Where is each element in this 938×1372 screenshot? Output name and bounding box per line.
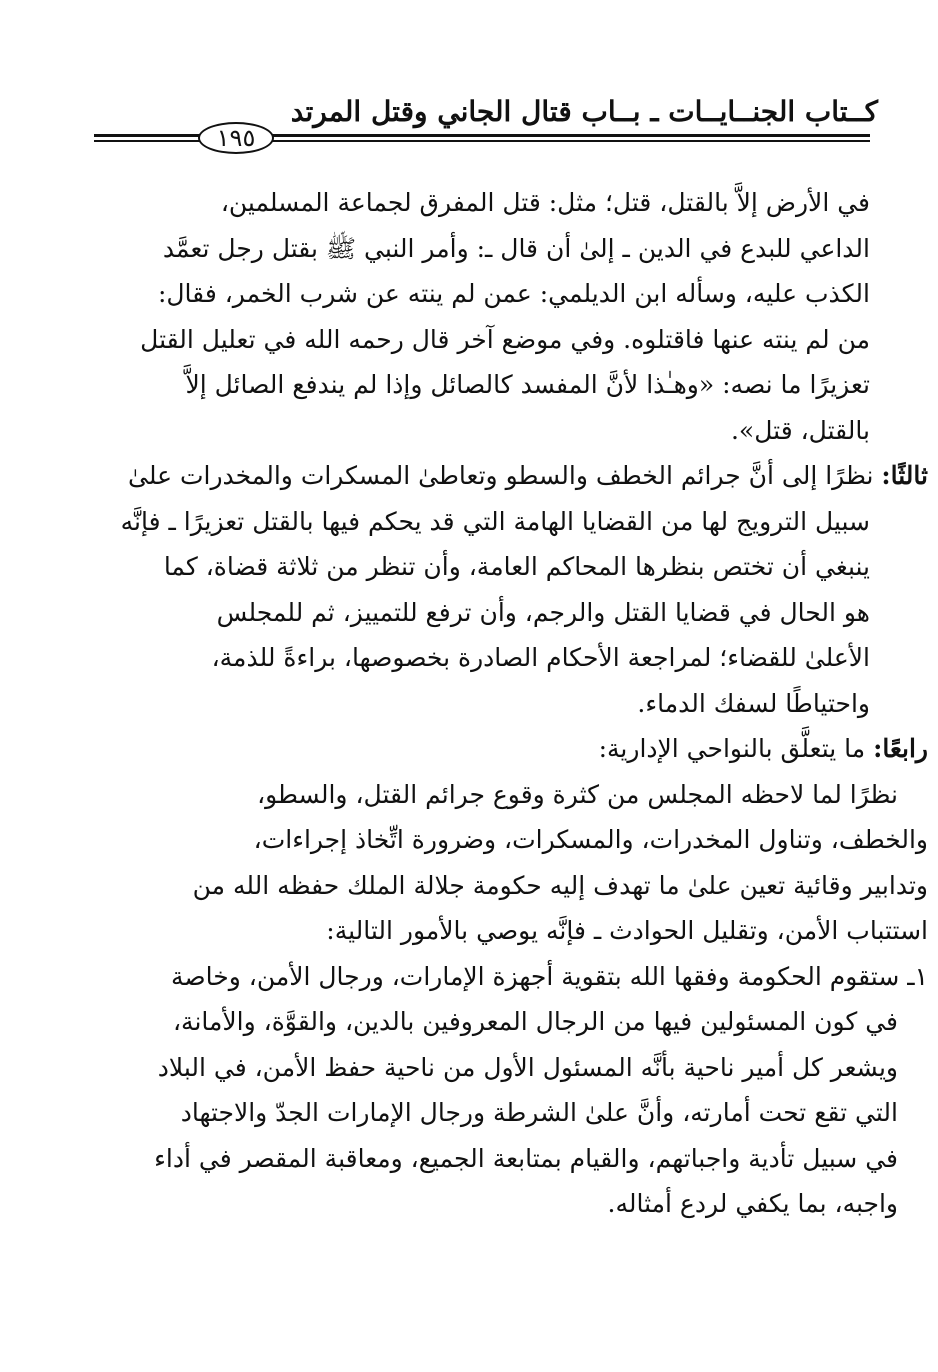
text-line: التي تقع تحت أمارته، وأنَّ علىٰ الشرطة ورجال الإمارات الجدّ والاجتهاد (180, 1098, 898, 1127)
text-line: الكذب عليه، وسأله ابن الديلمي: عمن لم ينته عن شرب الخمر، فقال: (157, 279, 870, 308)
header-rule-right (272, 134, 870, 142)
text-line: والخطف، وتناول المخدرات، والمسكرات، وضرورة اتِّخاذ إجراءات، (253, 825, 928, 854)
page-number: ١٩٥ (198, 122, 274, 154)
header-rule-left (94, 134, 200, 142)
text-line: من لم ينته عنها فاقتلوه. وفي موضع آخر قال رحمه الله في تعليل القتل (140, 324, 870, 354)
text-line: تعزيرًا ما نصه: «وهـٰذا لأنَّ المفسد كالصائل وإذا لم يندفع الصائل إلاَّ (185, 370, 870, 399)
text-line: واجبه، بما يكفي لردع أمثاله. (607, 1189, 898, 1218)
text-line: في كون المسئولين فيها من الرجال المعروفين بالدين، والقوَّة، والأمانة، (172, 1007, 898, 1036)
text-line: في سبيل تأدية واجباتهم، والقيام بمتابعة الجميع، ومعاقبة المقصر في أداء (154, 1143, 898, 1173)
page-body (58, 180, 928, 1227)
text-line: ويشعر كل أمير ناحية بأنَّه المسئول الأول من ناحية حفظ الأمن، في البلاد (157, 1052, 898, 1082)
text-line: بالقتل، قتل». (730, 415, 870, 445)
running-header-title: كــتاب الجنــايــات ـ بــاب قتال الجاني وقتل المرتد (290, 95, 878, 128)
text-line: واحتياطًا لسفك الدماء. (637, 688, 870, 718)
numbered-item-line: ١ـ ستقوم الحكومة وفقها الله بتقوية أجهزة الإمارات، ورجال الأمن، وخاصة (171, 961, 928, 991)
text-line: سبيل الترويج لها من القضايا الهامة التي قد يحكم فيها بالقتل تعزيرًا ـ فإنَّه (120, 506, 870, 536)
section-heading-line: ثالثًا: نظرًا إلى أنَّ جرائم الخطف والسطو وتعاطىٰ المسكرات والمخدرات علىٰ (128, 461, 928, 490)
text-line: ينبغي أن تختص بنظرها المحاكم العامة، وأن تنظر من ثلاثة قضاة، كما (163, 552, 870, 581)
text-line: الأعلىٰ للقضاء؛ لمراجعة الأحكام الصادرة بخصوصها، براءةً للذمة، (211, 643, 870, 672)
text-line: الداعي للبدع في الدين ـ إلىٰ أن قال ـ: وأمر النبي ﷺ بقتل رجل تعمَّد (162, 233, 870, 263)
text-line: هو الحال في قضايا القتل والرجم، وأن ترفع للتمييز، ثم للمجلس (216, 597, 870, 627)
section-label: رابعًا: (873, 734, 928, 763)
text-line: استتباب الأمن، وتقليل الحوادث ـ فإنَّه يوصي بالأمور التالية: (326, 916, 928, 945)
text-line: نظرًا لما لاحظه المجلس من كثرة وقوع جرائم القتل، والسطو، (257, 779, 898, 809)
section-heading-line: رابعًا: ما يتعلَّق بالنواحي الإدارية: (598, 734, 928, 763)
text-line: وتدابير وقائية تعين علىٰ ما تهدف إليه حكومة جلالة الملك حفظه الله من (192, 870, 928, 900)
text-line: في الأرض إلاَّ بالقتل، قتل؛ مثل: قتل المفرق لجماعة المسلمين، (220, 188, 870, 217)
section-label: ثالثًا: (881, 461, 928, 490)
